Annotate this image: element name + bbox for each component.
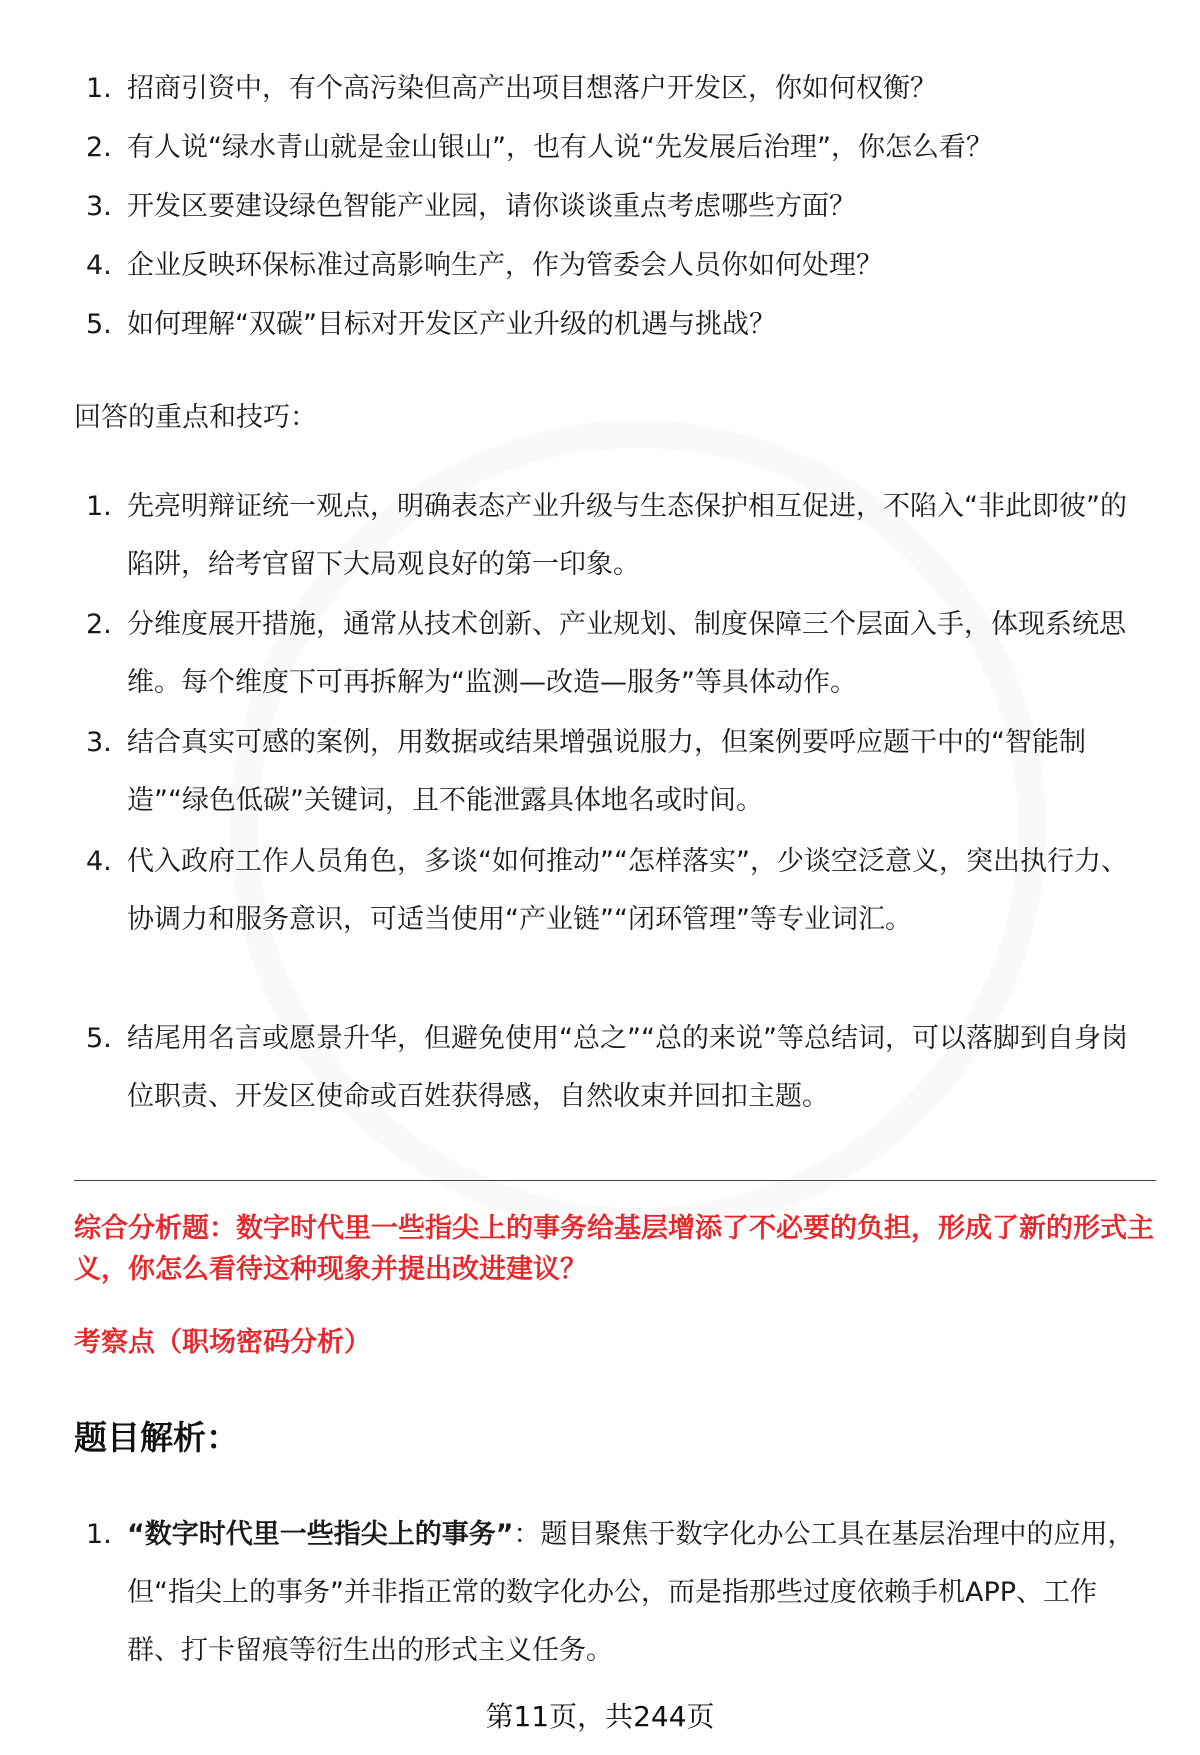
item-number: 1.: [86, 73, 112, 104]
item-text: 先亮明辩证统一观点，明确表态产业升级与生态保护相互促进，不陷入“非此即彼”的陷阱，给考官留下大局观良好的第一印象。: [127, 491, 1127, 580]
item-number: 3.: [86, 191, 112, 222]
item-number: 2.: [86, 132, 112, 163]
item-text: [127, 1506, 1143, 1680]
item-number: 3.: [86, 727, 112, 758]
item-number: 2.: [86, 609, 112, 640]
comprehensive-question: 综合分析题：数字时代里一些指尖上的事务给基层增添了不必要的负担，形成了新的形式主义，你怎么看待这种现象并提出改进建议？: [74, 1213, 1154, 1285]
analysis-title: 题目解析：: [74, 1418, 239, 1457]
item-number: 1.: [86, 1519, 112, 1550]
item-body: ：题目聚焦于数字化办公工具在基层治理中的应用，但“指尖上的事务”并非指正常的数字化办公，而是指那些过度依赖手机APP、工作群、打卡留痕等衍生出的形式主义任务。: [127, 1519, 1135, 1666]
page-footer: 第11页，共244页: [485, 1700, 715, 1733]
tips-title: 回答的重点和技巧：: [74, 402, 317, 433]
item-text: 结合真实可感的案例，用数据或结果增强说服力，但案例要呼应题干中的“智能制造”“绿色低碳”关键词，且不能泄露具体地名或时间。: [127, 727, 1086, 816]
item-number: 4.: [86, 250, 112, 281]
item-text: 代入政府工作人员角色，多谈“如何推动”“怎样落实”，少谈空泛意义，突出执行力、协调力和服务意识，可适当使用“产业链”“闭环管理”等专业词汇。: [127, 846, 1128, 935]
item-text: 分维度展开措施，通常从技术创新、产业规划、制度保障三个层面入手，体现系统思维。每个维度下可再拆解为“监测—改造—服务”等具体动作。: [127, 609, 1126, 698]
item-text: 招商引资中，有个高污染但高产出项目想落户开发区，你如何权衡？: [127, 73, 937, 104]
item-number: 5.: [86, 309, 112, 340]
item-number: 5.: [86, 1023, 112, 1054]
section-divider: [74, 1180, 1156, 1181]
item-text: 企业反映环保标准过高影响生产，作为管委会人员你如何处理？: [127, 250, 883, 281]
item-text: 结尾用名言或愿景升华，但避免使用“总之”“总的来说”等总结词，可以落脚到自身岗位职责、开发区使命或百姓获得感，自然收束并回扣主题。: [127, 1023, 1128, 1112]
item-bold-phrase: “数字时代里一些指尖上的事务”: [127, 1519, 514, 1550]
item-number: 1.: [86, 491, 112, 522]
item-text: 如何理解“双碳”目标对开发区产业升级的机遇与挑战？: [127, 309, 776, 340]
item-text: 开发区要建设绿色智能产业园，请你谈谈重点考虑哪些方面？: [127, 191, 856, 222]
item-text: 有人说“绿水青山就是金山银山”，也有人说“先发展后治理”，你怎么看？: [127, 132, 993, 163]
exam-point: 考察点（职场密码分析）: [74, 1327, 371, 1358]
item-number: 4.: [86, 846, 112, 877]
